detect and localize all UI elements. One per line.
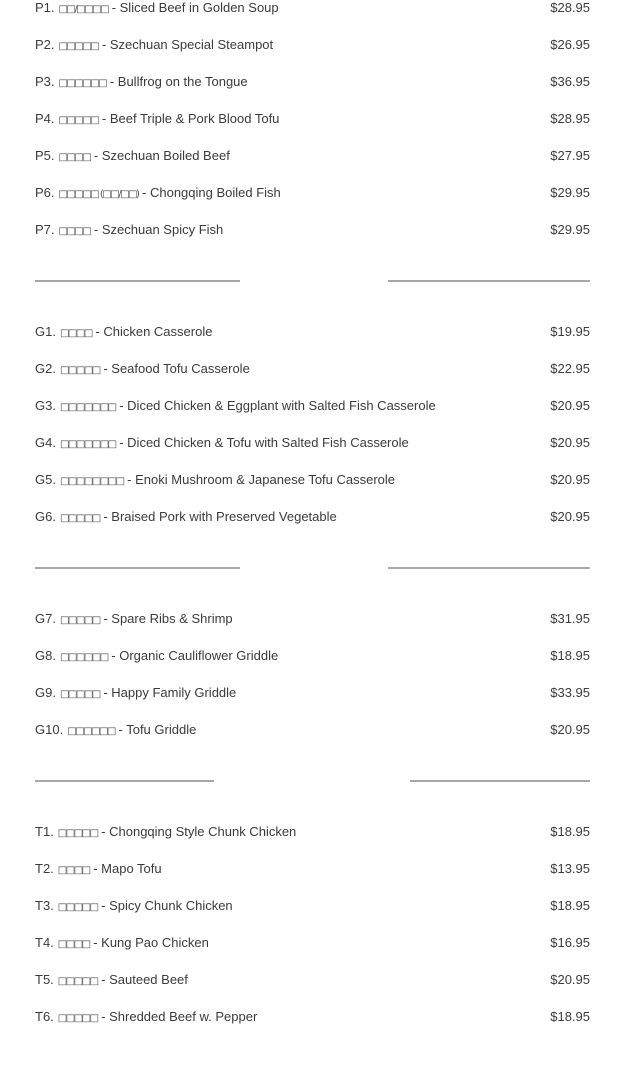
- item-separator: -: [98, 37, 110, 52]
- item-chinese-placeholder: □□□□: [57, 939, 90, 950]
- menu-item-label: [35, 685, 236, 702]
- item-chinese-placeholder: □□□□□: [59, 365, 100, 376]
- item-code: G8.: [35, 648, 56, 663]
- item-chinese-placeholder: □□□□□: [59, 615, 100, 626]
- item-price: $28.95: [550, 111, 590, 126]
- item-name: Diced Chicken & Eggplant with Salted Fish Casserole: [127, 398, 436, 413]
- item-name: Braised Pork with Preserved Vegetable: [111, 509, 337, 524]
- item-name: Sauteed Beef: [109, 972, 188, 987]
- item-code: G2.: [35, 361, 56, 376]
- item-chinese-placeholder: □□□□□: [58, 115, 99, 126]
- item-code: P1.: [35, 0, 55, 15]
- menu-item-row: [35, 361, 590, 376]
- item-name: Bullfrog on the Tongue: [117, 74, 248, 89]
- menu-item-row: [35, 824, 590, 839]
- item-code: T6.: [35, 1009, 54, 1024]
- item-name: Seafood Tofu Casserole: [111, 361, 250, 376]
- item-price: $26.95: [550, 37, 590, 52]
- menu-item-row: [35, 1009, 590, 1024]
- item-chinese-placeholder: □□□□: [58, 152, 91, 163]
- item-name: Beef Triple & Pork Blood Tofu: [109, 111, 280, 126]
- item-name: Tofu Griddle: [126, 722, 197, 737]
- item-price: $29.95: [550, 222, 590, 237]
- menu-item-row: [35, 185, 590, 200]
- menu-item-row: [35, 898, 590, 913]
- item-name: Sliced Beef in Golden Soup: [119, 0, 279, 15]
- menu-item-row: [35, 685, 590, 700]
- item-separator: -: [99, 611, 112, 626]
- item-code: G6.: [35, 509, 56, 524]
- divider-line-left: [35, 780, 214, 782]
- section-divider: [35, 567, 590, 569]
- section-divider: [35, 780, 590, 782]
- menu-item-row: [35, 435, 590, 450]
- item-code: T2.: [35, 861, 54, 876]
- menu-item-row: [35, 0, 590, 15]
- item-price: $18.95: [550, 648, 590, 663]
- menu-item-label: [35, 398, 436, 415]
- menu-item-row: [35, 398, 590, 413]
- menu-item-label: [35, 148, 230, 165]
- item-chinese-placeholder: □□□□□: [57, 828, 98, 839]
- menu-item-label: [35, 824, 296, 841]
- menu-item-label: [35, 472, 395, 489]
- item-chinese-placeholder: □□□□□: [58, 41, 99, 52]
- menu-item-label: [35, 861, 162, 878]
- menu-item-row: [35, 509, 590, 524]
- item-price: $18.95: [550, 824, 590, 839]
- item-separator: -: [115, 435, 128, 450]
- item-name: Spicy Chunk Chicken: [109, 898, 233, 913]
- menu-item-row: [35, 472, 590, 487]
- menu-item-label: [35, 972, 188, 989]
- item-price: $20.95: [550, 398, 590, 413]
- item-code: P6.: [35, 185, 55, 200]
- menu-item-label: [35, 935, 209, 952]
- item-code: P5.: [35, 148, 55, 163]
- item-price: $20.95: [550, 722, 590, 737]
- item-chinese-placeholder: □□□□□□□: [59, 402, 116, 413]
- divider-line-right: [410, 780, 590, 782]
- section-divider: [35, 280, 590, 282]
- item-separator: -: [97, 898, 110, 913]
- item-separator: -: [107, 648, 120, 663]
- item-separator: -: [115, 398, 128, 413]
- item-name: Mapo Tofu: [101, 861, 162, 876]
- item-separator: -: [99, 361, 112, 376]
- item-chinese-placeholder: □□□□□: [59, 513, 100, 524]
- item-price: $19.95: [550, 324, 590, 339]
- item-name: Kung Pao Chicken: [101, 935, 209, 950]
- item-separator: -: [90, 222, 102, 237]
- divider-line-left: [35, 567, 240, 569]
- item-price: $20.95: [550, 509, 590, 524]
- item-separator: -: [138, 185, 150, 200]
- item-price: $20.95: [550, 435, 590, 450]
- menu-item-label: [35, 222, 223, 239]
- item-separator: -: [97, 972, 110, 987]
- menu-item-row: [35, 324, 590, 339]
- item-chinese-placeholder: □□□□□: [57, 976, 98, 987]
- item-separator: -: [90, 148, 102, 163]
- item-chinese-placeholder: □□□□□: [57, 1013, 98, 1024]
- item-chinese-placeholder: □□□□□□: [58, 78, 107, 89]
- item-chinese-placeholder: □□□□□□: [67, 726, 115, 737]
- item-code: T1.: [35, 824, 54, 839]
- item-code: G10.: [35, 722, 64, 737]
- item-name: Szechuan Special Steampot: [109, 37, 274, 52]
- menu-item-label: [35, 648, 278, 665]
- item-chinese-placeholder: □□□□: [58, 226, 91, 237]
- item-separator: -: [91, 324, 104, 339]
- menu-item-row: [35, 37, 590, 52]
- menu-item-label: [35, 0, 279, 17]
- menu-item-row: [35, 111, 590, 126]
- item-code: T4.: [35, 935, 54, 950]
- item-code: G3.: [35, 398, 56, 413]
- item-price: $36.95: [550, 74, 590, 89]
- item-price: $31.95: [550, 611, 590, 626]
- menu-item-row: [35, 722, 590, 737]
- item-price: $27.95: [550, 148, 590, 163]
- menu-item-label: [35, 37, 273, 54]
- menu-item-row: [35, 935, 590, 950]
- item-price: $28.95: [550, 0, 590, 15]
- menu-item-label: [35, 324, 212, 341]
- item-separator: -: [98, 111, 110, 126]
- item-chinese-placeholder: □□□□□: [59, 689, 100, 700]
- item-name: Happy Family Griddle: [111, 685, 237, 700]
- item-name: Diced Chicken & Tofu with Salted Fish Casserole: [127, 435, 409, 450]
- divider-line-left: [35, 280, 240, 282]
- item-chinese-placeholder: □□□□□□□□: [59, 476, 124, 487]
- divider-line-right: [388, 567, 590, 569]
- item-separator: -: [89, 935, 102, 950]
- item-name: Chicken Casserole: [103, 324, 213, 339]
- item-price: $16.95: [550, 935, 590, 950]
- item-separator: -: [99, 685, 112, 700]
- menu-item-label: [35, 74, 248, 91]
- item-name: Szechuan Spicy Fish: [101, 222, 224, 237]
- item-separator: -: [123, 472, 136, 487]
- item-name: Szechuan Boiled Beef: [101, 148, 230, 163]
- item-code: P3.: [35, 74, 55, 89]
- item-code: G4.: [35, 435, 56, 450]
- item-name: Shredded Beef w. Pepper: [109, 1009, 258, 1024]
- menu-item-label: [35, 185, 281, 202]
- item-code: T5.: [35, 972, 54, 987]
- item-name: Chongqing Style Chunk Chicken: [109, 824, 297, 839]
- item-price: $20.95: [550, 972, 590, 987]
- menu-item-label: [35, 1009, 257, 1026]
- item-price: $20.95: [550, 472, 590, 487]
- menu-item-row: [35, 148, 590, 163]
- item-chinese-placeholder: □□□□□: [57, 902, 98, 913]
- menu-item-row: [35, 861, 590, 876]
- menu-item-label: [35, 722, 196, 739]
- item-chinese-placeholder: □□/□□□□: [58, 4, 109, 15]
- menu-item-row: [35, 611, 590, 626]
- item-separator: -: [89, 861, 102, 876]
- item-separator: -: [106, 74, 118, 89]
- menu-item-row: [35, 222, 590, 237]
- item-chinese-placeholder: □□□□□□: [59, 652, 108, 663]
- menu-item-label: [35, 111, 279, 128]
- item-price: $29.95: [550, 185, 590, 200]
- item-name: Enoki Mushroom & Japanese Tofu Casserole: [135, 472, 396, 487]
- item-price: $18.95: [550, 1009, 590, 1024]
- item-name: Organic Cauliflower Griddle: [119, 648, 279, 663]
- item-chinese-placeholder: □□□□: [57, 865, 90, 876]
- menu-item-label: [35, 435, 409, 452]
- item-code: P4.: [35, 111, 55, 126]
- item-separator: -: [97, 1009, 110, 1024]
- menu-item-row: [35, 648, 590, 663]
- divider-line-right: [388, 280, 590, 282]
- menu-item-label: [35, 611, 233, 628]
- item-code: G7.: [35, 611, 56, 626]
- item-separator: -: [97, 824, 110, 839]
- item-code: P7.: [35, 222, 55, 237]
- menu-item-row: [35, 74, 590, 89]
- item-separator: -: [114, 722, 127, 737]
- menu-item-label: [35, 361, 250, 378]
- item-chinese-placeholder: □□□□□□□: [59, 439, 116, 450]
- menu-item-label: [35, 898, 233, 915]
- item-name: Spare Ribs & Shrimp: [111, 611, 233, 626]
- item-price: $13.95: [550, 861, 590, 876]
- item-code: T3.: [35, 898, 54, 913]
- item-price: $33.95: [550, 685, 590, 700]
- item-chinese-placeholder: □□□□□ (□□/□□): [58, 189, 139, 200]
- item-code: G9.: [35, 685, 56, 700]
- item-chinese-placeholder: □□□□: [59, 328, 92, 339]
- item-code: G5.: [35, 472, 56, 487]
- menu-item-label: [35, 509, 337, 526]
- item-code: P2.: [35, 37, 55, 52]
- item-price: $18.95: [550, 898, 590, 913]
- item-separator: -: [108, 0, 120, 15]
- item-separator: -: [99, 509, 112, 524]
- menu-item-row: [35, 972, 590, 987]
- item-price: $22.95: [550, 361, 590, 376]
- item-name: Chongqing Boiled Fish: [149, 185, 281, 200]
- item-code: G1.: [35, 324, 56, 339]
